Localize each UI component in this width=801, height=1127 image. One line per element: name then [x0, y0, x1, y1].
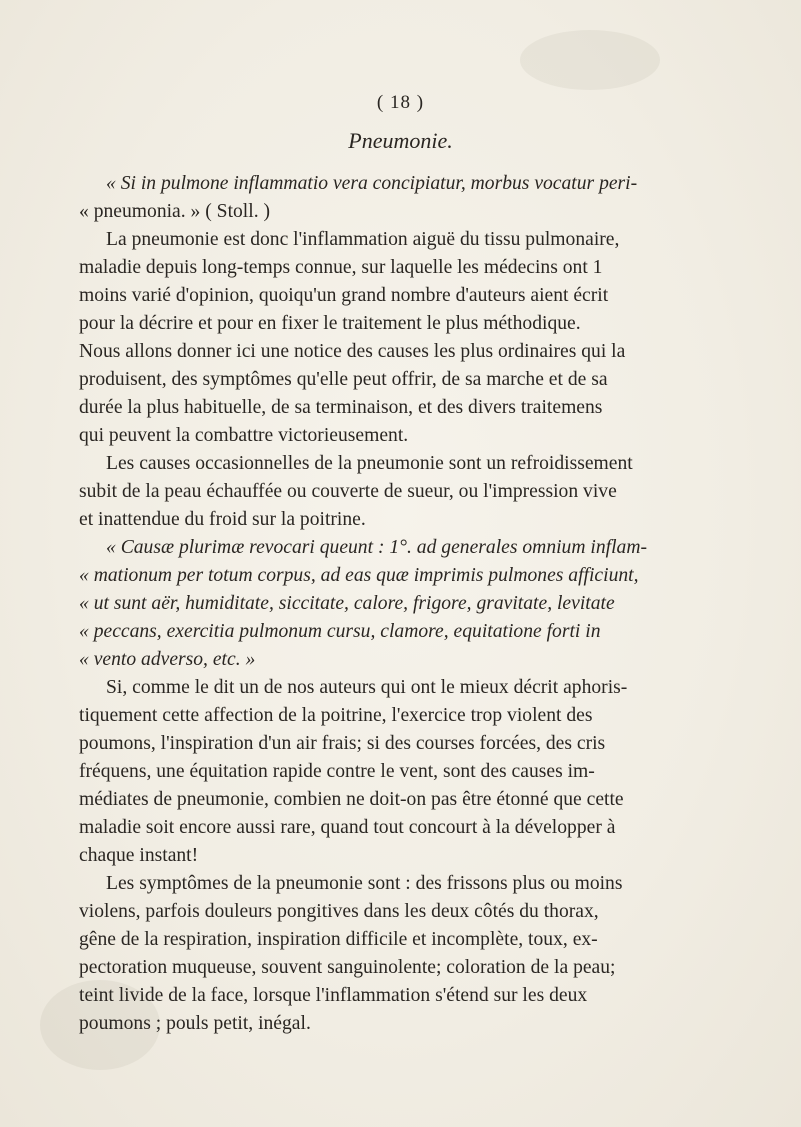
text-line: fréquens, une équitation rapide contre le vent, sont des causes im- — [79, 761, 595, 782]
text-line: Nous allons donner ici une notice des causes les plus ordinaires qui la — [79, 341, 626, 362]
text-line: poumons ; pouls petit, inégal. — [79, 1013, 311, 1034]
text-line: qui peuvent la combattre victorieusement. — [79, 425, 409, 446]
text-line: maladie depuis long-temps connue, sur laquelle les médecins ont 1 — [79, 257, 603, 278]
text-line: « Si in pulmone inflammatio vera concipiatur, morbus vocatur peri- — [106, 173, 638, 194]
page-number: ( 18 ) — [376, 92, 425, 113]
text-line: subit de la peau échauffée ou couverte de sueur, ou l'impression vive — [79, 481, 617, 502]
text-line: moins varié d'opinion, quoiqu'un grand nombre d'auteurs aient écrit — [79, 285, 609, 306]
text-line: gêne de la respiration, inspiration difficile et incomplète, toux, ex- — [79, 929, 598, 950]
text-line: « vento adverso, etc. » — [79, 649, 256, 670]
text-line: « pneumonia. » ( Stoll. ) — [79, 201, 271, 222]
text-line: Si, comme le dit un de nos auteurs qui ont le mieux décrit aphoris- — [106, 677, 628, 698]
text-line: Les symptômes de la pneumonie sont : des frissons plus ou moins — [106, 873, 623, 894]
text-line: violens, parfois douleurs pongitives dans les deux côtés du thorax, — [79, 901, 599, 922]
text-line: chaque instant! — [79, 845, 199, 866]
text-line: tiquement cette affection de la poitrine, l'exercice trop violent des — [79, 705, 593, 726]
text-line: « Causæ plurimæ revocari queunt : 1°. ad generales omnium inflam- — [106, 537, 647, 558]
text-line: « mationum per totum corpus, ad eas quæ imprimis pulmones afficiunt, — [79, 565, 639, 586]
text-line: teint livide de la face, lorsque l'inflammation s'étend sur les deux — [79, 985, 588, 1006]
text-line: Les causes occasionnelles de la pneumonie sont un refroidissement — [106, 453, 633, 474]
text-line: maladie soit encore aussi rare, quand tout concourt à la développer à — [79, 817, 616, 838]
text-line: durée la plus habituelle, de sa terminaison, et des divers traitemens — [79, 397, 603, 418]
text-line: pour la décrire et pour en fixer le traitement le plus méthodique. — [79, 313, 581, 334]
text-line: La pneumonie est donc l'inflammation aiguë du tissu pulmonaire, — [106, 229, 620, 250]
text-line: produisent, des symptômes qu'elle peut offrir, de sa marche et de sa — [79, 369, 608, 390]
text-line: « ut sunt aër, humiditate, siccitate, calore, frigore, gravitate, levitate — [79, 593, 615, 614]
text-line: pectoration muqueuse, souvent sanguinolente; coloration de la peau; — [79, 957, 616, 978]
text-line: et inattendue du froid sur la poitrine. — [79, 509, 366, 530]
text-line: médiates de pneumonie, combien ne doit-on pas être étonné que cette — [79, 789, 624, 810]
running-title: Pneumonie. — [348, 128, 453, 153]
text-line: « peccans, exercitia pulmonum cursu, clamore, equitatione forti in — [79, 621, 601, 642]
text-line: poumons, l'inspiration d'un air frais; si des courses forcées, des cris — [79, 733, 606, 754]
paper-stain — [520, 30, 660, 90]
